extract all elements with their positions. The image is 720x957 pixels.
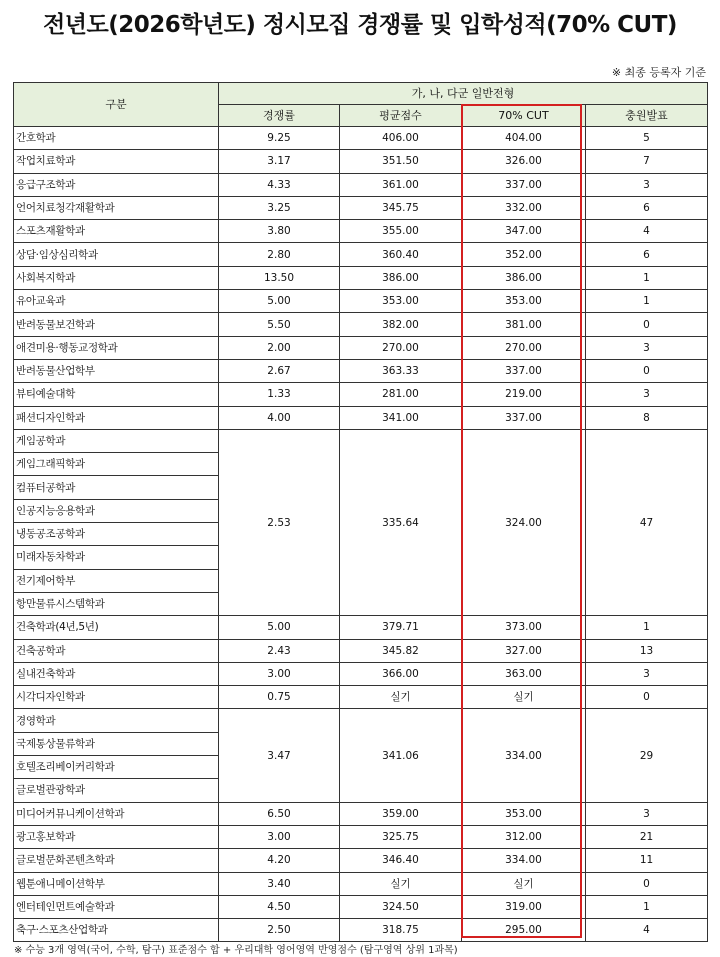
- competition-rate: 3.17: [219, 150, 340, 173]
- table-row: [14, 150, 708, 173]
- cut-score: 353.00: [462, 290, 586, 313]
- table-row: [14, 662, 708, 685]
- additional-count: 3: [586, 662, 708, 685]
- average-score: 실기: [340, 686, 462, 709]
- department-name: 뷰티예술대학: [14, 383, 219, 406]
- cut-score: 319.00: [462, 895, 586, 918]
- cut-score: 295.00: [462, 919, 586, 942]
- table-row: [14, 802, 708, 825]
- department-name: 글로벌문화콘텐츠학과: [14, 849, 219, 872]
- department-name: 스포츠재활학과: [14, 220, 219, 243]
- cut-score: 312.00: [462, 825, 586, 848]
- results-table: [13, 82, 708, 942]
- table-row: [14, 173, 708, 196]
- additional-count: 3: [586, 336, 708, 359]
- cut-score: 334.00: [462, 849, 586, 872]
- average-score: 345.82: [340, 639, 462, 662]
- competition-rate: 6.50: [219, 802, 340, 825]
- competition-rate: 2.00: [219, 336, 340, 359]
- additional-count: 0: [586, 686, 708, 709]
- additional-count: 8: [586, 406, 708, 429]
- additional-count: 1: [586, 266, 708, 289]
- table-body: [14, 127, 708, 942]
- additional-count: 0: [586, 359, 708, 382]
- table-row: [14, 127, 708, 150]
- competition-rate: 3.47: [219, 709, 340, 802]
- cut-score: 347.00: [462, 220, 586, 243]
- table-row: [14, 849, 708, 872]
- average-score: 341.06: [340, 709, 462, 802]
- department-name: 응급구조학과: [14, 173, 219, 196]
- table-row: [14, 383, 708, 406]
- department-name: 광고홍보학과: [14, 825, 219, 848]
- additional-count: 11: [586, 849, 708, 872]
- department-name: 경영학과: [14, 709, 219, 732]
- department-name: 언어치료청각재활학과: [14, 196, 219, 219]
- cut-score: 337.00: [462, 406, 586, 429]
- competition-rate: 5.50: [219, 313, 340, 336]
- department-name: 게임그래픽학과: [14, 453, 219, 476]
- additional-count: 21: [586, 825, 708, 848]
- average-score: 실기: [340, 872, 462, 895]
- additional-count: 47: [586, 429, 708, 615]
- competition-rate: 4.33: [219, 173, 340, 196]
- table-row: [14, 290, 708, 313]
- competition-rate: 5.00: [219, 290, 340, 313]
- additional-count: 6: [586, 243, 708, 266]
- competition-rate: 3.00: [219, 825, 340, 848]
- department-name: 상담·임상심리학과: [14, 243, 219, 266]
- average-score: 351.50: [340, 150, 462, 173]
- department-name: 패션디자인학과: [14, 406, 219, 429]
- cut-score: 실기: [462, 686, 586, 709]
- average-score: 318.75: [340, 919, 462, 942]
- department-name: 인공지능응용학과: [14, 499, 219, 522]
- department-name: 반려동물산업학부: [14, 359, 219, 382]
- cut-score: 337.00: [462, 173, 586, 196]
- average-score: 335.64: [340, 429, 462, 615]
- column-header-average: 평균점수: [340, 105, 462, 127]
- department-name: 컴퓨터공학과: [14, 476, 219, 499]
- cut-score: 381.00: [462, 313, 586, 336]
- table-row: [14, 336, 708, 359]
- competition-rate: 2.53: [219, 429, 340, 615]
- basis-note: ※ 최종 등록자 기준: [611, 66, 706, 79]
- score-formula-note: ※ 수능 3개 영역(국어, 수학, 탐구) 표준점수 합 + 우리대학 영어영역 반영점수 (탐구영역 상위 1과목): [14, 945, 458, 956]
- department-name: 간호학과: [14, 127, 219, 150]
- department-name: 사회복지학과: [14, 266, 219, 289]
- competition-rate: 2.80: [219, 243, 340, 266]
- table-row: [14, 429, 708, 452]
- table-row: [14, 872, 708, 895]
- average-score: 353.00: [340, 290, 462, 313]
- additional-count: 29: [586, 709, 708, 802]
- average-score: 361.00: [340, 173, 462, 196]
- department-name: 건축학과(4년,5년): [14, 616, 219, 639]
- competition-rate: 9.25: [219, 127, 340, 150]
- page-title: 전년도(2026학년도) 정시모집 경쟁률 및 입학성적(70% CUT): [43, 12, 677, 38]
- table-row: [14, 616, 708, 639]
- average-score: 363.33: [340, 359, 462, 382]
- department-name: 항만물류시스템학과: [14, 592, 219, 615]
- department-name: 유아교육과: [14, 290, 219, 313]
- competition-rate: 2.50: [219, 919, 340, 942]
- additional-count: 1: [586, 616, 708, 639]
- additional-count: 3: [586, 173, 708, 196]
- average-score: 366.00: [340, 662, 462, 685]
- column-header-rate: 경쟁률: [219, 105, 340, 127]
- table-row: [14, 243, 708, 266]
- category-header: 구분: [14, 83, 219, 127]
- table-row: [14, 639, 708, 662]
- additional-count: 7: [586, 150, 708, 173]
- department-name: 미디어커뮤니케이션학과: [14, 802, 219, 825]
- competition-rate: 3.40: [219, 872, 340, 895]
- additional-count: 6: [586, 196, 708, 219]
- average-score: 341.00: [340, 406, 462, 429]
- cut-score: 352.00: [462, 243, 586, 266]
- table-row: [14, 709, 708, 732]
- department-name: 축구·스포츠산업학과: [14, 919, 219, 942]
- competition-rate: 1.33: [219, 383, 340, 406]
- competition-rate: 4.20: [219, 849, 340, 872]
- cut-score: 270.00: [462, 336, 586, 359]
- competition-rate: 5.00: [219, 616, 340, 639]
- average-score: 386.00: [340, 266, 462, 289]
- cut-score: 386.00: [462, 266, 586, 289]
- additional-count: 4: [586, 220, 708, 243]
- competition-rate: 3.00: [219, 662, 340, 685]
- department-name: 실내건축학과: [14, 662, 219, 685]
- table-row: [14, 220, 708, 243]
- average-score: 360.40: [340, 243, 462, 266]
- department-name: 애견미용·행동교정학과: [14, 336, 219, 359]
- column-header-cut: 70% CUT: [462, 105, 586, 127]
- cut-score: 332.00: [462, 196, 586, 219]
- average-score: 379.71: [340, 616, 462, 639]
- additional-count: 0: [586, 872, 708, 895]
- table-row: [14, 406, 708, 429]
- competition-rate: 4.50: [219, 895, 340, 918]
- additional-count: 1: [586, 290, 708, 313]
- cut-score: 353.00: [462, 802, 586, 825]
- cut-score: 327.00: [462, 639, 586, 662]
- average-score: 355.00: [340, 220, 462, 243]
- average-score: 324.50: [340, 895, 462, 918]
- competition-rate: 3.80: [219, 220, 340, 243]
- department-name: 시각디자인학과: [14, 686, 219, 709]
- average-score: 346.40: [340, 849, 462, 872]
- cut-score: 373.00: [462, 616, 586, 639]
- table-row: [14, 686, 708, 709]
- department-name: 글로벌관광학과: [14, 779, 219, 802]
- department-name: 미래자동차학과: [14, 546, 219, 569]
- additional-count: 3: [586, 802, 708, 825]
- cut-score: 326.00: [462, 150, 586, 173]
- department-name: 국제통상물류학과: [14, 732, 219, 755]
- department-name: 건축공학과: [14, 639, 219, 662]
- table-row: [14, 266, 708, 289]
- additional-count: 0: [586, 313, 708, 336]
- table-row: [14, 313, 708, 336]
- competition-rate: 13.50: [219, 266, 340, 289]
- department-name: 호텔조리베이커리학과: [14, 756, 219, 779]
- cut-score: 404.00: [462, 127, 586, 150]
- table-row: [14, 196, 708, 219]
- cut-score: 337.00: [462, 359, 586, 382]
- cut-score: 334.00: [462, 709, 586, 802]
- table-row: [14, 919, 708, 942]
- table-row: [14, 825, 708, 848]
- average-score: 270.00: [340, 336, 462, 359]
- additional-count: 1: [586, 895, 708, 918]
- average-score: 325.75: [340, 825, 462, 848]
- cut-score: 324.00: [462, 429, 586, 615]
- competition-rate: 3.25: [219, 196, 340, 219]
- cut-score: 실기: [462, 872, 586, 895]
- average-score: 281.00: [340, 383, 462, 406]
- average-score: 359.00: [340, 802, 462, 825]
- average-score: 345.75: [340, 196, 462, 219]
- additional-count: 4: [586, 919, 708, 942]
- department-name: 엔터테인먼트예술학과: [14, 895, 219, 918]
- department-name: 전기제어학부: [14, 569, 219, 592]
- table-row: [14, 895, 708, 918]
- cut-score: 363.00: [462, 662, 586, 685]
- department-name: 반려동물보건학과: [14, 313, 219, 336]
- department-name: 게임공학과: [14, 429, 219, 452]
- average-score: 406.00: [340, 127, 462, 150]
- department-name: 웹툰애니메이션학부: [14, 872, 219, 895]
- department-name: 냉동공조공학과: [14, 523, 219, 546]
- competition-rate: 2.43: [219, 639, 340, 662]
- additional-count: 5: [586, 127, 708, 150]
- additional-count: 13: [586, 639, 708, 662]
- competition-rate: 0.75: [219, 686, 340, 709]
- competition-rate: 2.67: [219, 359, 340, 382]
- average-score: 382.00: [340, 313, 462, 336]
- additional-count: 3: [586, 383, 708, 406]
- department-name: 작업치료학과: [14, 150, 219, 173]
- table-row: [14, 359, 708, 382]
- competition-rate: 4.00: [219, 406, 340, 429]
- group-header: 가, 나, 다군 일반전형: [219, 83, 708, 105]
- column-header-additional: 충원발표: [586, 105, 708, 127]
- cut-score: 219.00: [462, 383, 586, 406]
